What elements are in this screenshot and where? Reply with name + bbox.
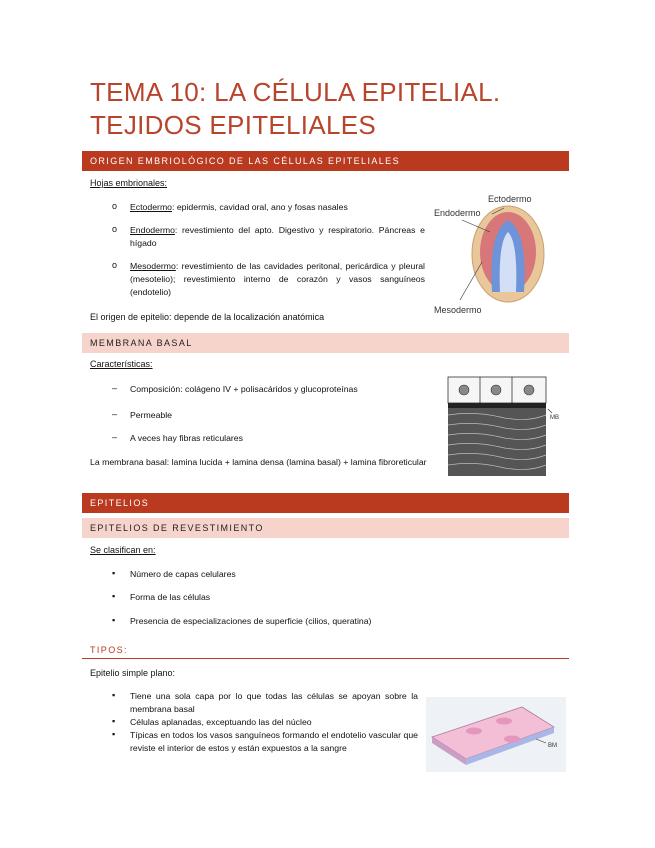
membrana-note: La membrana basal: lamina lucida + lamina densa (lamina basal) + lamina fibroreticular — [90, 457, 427, 467]
dash-bullet-icon: – — [112, 383, 118, 393]
origen-subheading: Hojas embrionales: — [90, 178, 168, 188]
square-bullet-icon: ▪ — [112, 568, 116, 578]
nucleus-icon — [491, 385, 501, 395]
square-bullet-icon: ▪ — [112, 716, 116, 726]
tipos-item: Células aplanadas, exceptuando las del núcleo — [130, 717, 312, 727]
membrana-subheading: Características: — [90, 359, 153, 369]
epitelios-item: Presencia de especializaciones de superficie (cilios, queratina) — [130, 616, 372, 626]
tipos-subheading: Epitelio simple plano: — [90, 668, 176, 678]
origen-item-ectodermo: Ectodermo: epidermis, cavidad oral, ano y fosas nasales — [130, 202, 348, 212]
label-ectodermo: Ectodermo — [488, 194, 532, 204]
membrana-item: A veces hay fibras reticulares — [130, 433, 243, 443]
membrana-item: Composición: colágeno IV + polisacáridos y glucoproteínas — [130, 384, 358, 394]
label-bm: BM — [548, 743, 557, 749]
section-heading-tipos: TIPOS: — [82, 643, 569, 659]
origen-item-endodermo: Endodermo: revestimiento del apto. Digestivo y respiratorio. Páncreas e hígado — [130, 225, 425, 248]
nucleus-icon — [459, 385, 469, 395]
label-mesodermo: Mesodermo — [434, 305, 482, 315]
circle-bullet-icon: o — [112, 201, 118, 211]
epitelios-item: Forma de las células — [130, 592, 211, 602]
nucleus-icon — [524, 385, 534, 395]
nucleus-icon — [466, 728, 482, 735]
dash-bullet-icon: – — [112, 432, 118, 442]
membrana-item: Permeable — [130, 410, 173, 420]
epitelios-item: Número de capas celulares — [130, 569, 236, 579]
origen-note: El origen de epitelio: depende de la localización anatómica — [90, 312, 325, 322]
circle-bullet-icon: o — [112, 224, 118, 234]
section-heading-origen: ORIGEN EMBRIOLÓGICO DE LAS CÉLULAS EPITELIALES — [82, 151, 569, 171]
square-bullet-icon: ▪ — [112, 729, 116, 739]
embryo-layers-figure — [432, 192, 552, 317]
basal-lamina — [448, 403, 546, 408]
epitelios-subheading: Se clasifican en: — [90, 545, 156, 555]
page-title: TEMA 10: LA CÉLULA EPITELIAL. TEJIDOS EPITELIALES — [90, 77, 501, 140]
simple-squamous-figure — [426, 697, 566, 772]
nucleus-icon — [496, 718, 512, 725]
reticular-layer — [448, 408, 546, 476]
nucleus-icon — [504, 736, 520, 743]
dash-bullet-icon: – — [112, 409, 118, 419]
section-heading-epitelios: EPITELIOS — [82, 493, 569, 513]
origen-item-mesodermo: Mesodermo: revestimiento de las cavidades peritonal, pericárdica y pleural (mesotelio); revestimiento interno de corazón y vasos sanguíneos (endotelio) — [130, 261, 425, 297]
circle-bullet-icon: o — [112, 260, 118, 270]
section-heading-revestimiento: EPITELIOS DE REVESTIMIENTO — [82, 518, 569, 538]
tipos-item: Típicas en todos los vasos sanguíneos formando el endotelio vascular que reviste el interior de estos y están expuestos a la sangre — [130, 730, 418, 753]
section-heading-membrana: MEMBRANA BASAL — [82, 333, 569, 353]
label-mb: MB — [550, 415, 559, 421]
label-endodermo: Endodermo — [434, 208, 481, 218]
basement-membrane-figure — [444, 375, 564, 480]
square-bullet-icon: ▪ — [112, 690, 116, 700]
square-bullet-icon: ▪ — [112, 615, 116, 625]
square-bullet-icon: ▪ — [112, 591, 116, 601]
tipos-item: Tiene una sola capa por lo que todas las células se apoyan sobre la membrana basal — [130, 691, 418, 714]
